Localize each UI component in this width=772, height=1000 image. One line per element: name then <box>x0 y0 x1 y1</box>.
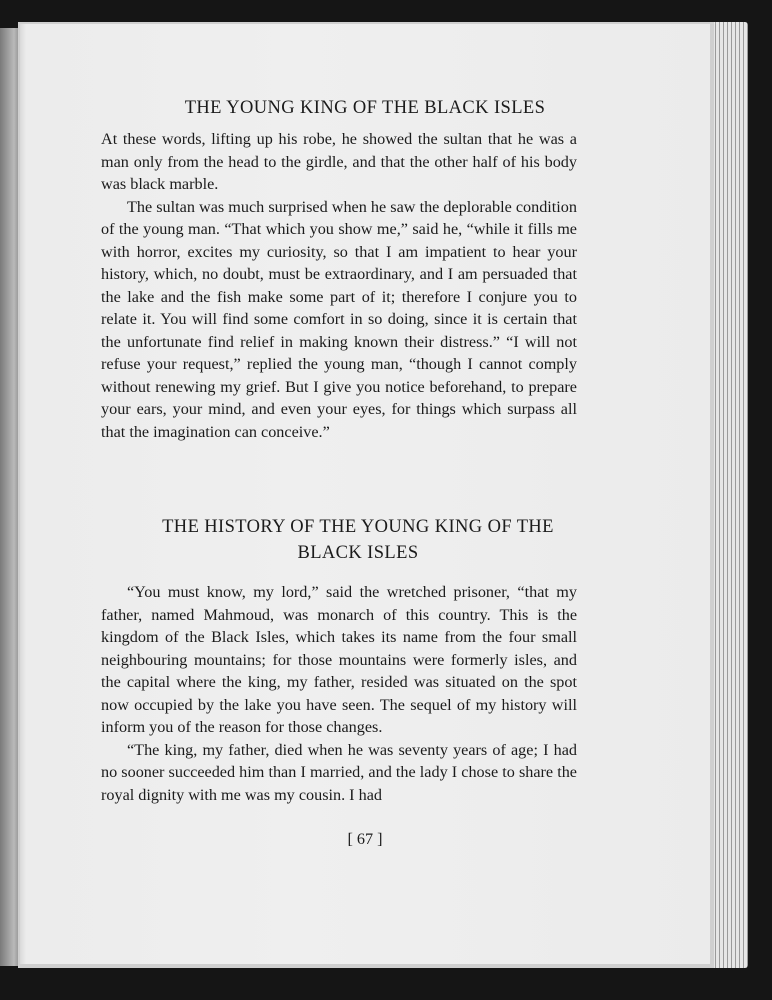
section-title-line: BLACK ISLES <box>297 543 419 563</box>
paragraph: “You must know, my lord,” said the wretched prisoner, “that my father, named Mahmoud, was monarch of this country. This is the kingdom of the Black Isles, which takes its name from the four small neighbouring mountains; for those mountains were formerly isles, and the capital where the king, my father, resided was situated on the spot now occupied by the lake you have seen. The sequel of my history will inform you of the reason for those changes. <box>101 583 577 736</box>
section-title <box>80 514 636 566</box>
page-number: [ 67 ] <box>347 830 383 848</box>
paragraph: The sultan was much surprised when he saw the deplorable condition of the young man. “That which you show me,” said he, “while it fills me with horror, excites my curiosity, so that I am impatient to hear your history, which, no doubt, must be extraordinary, and I am persuaded that the lake and the fish make some part of it; therefore I conjure you to relate it. You will find some comfort in so doing, since it is certain that the unfortunate find relief in making known their distress.” “I will not refuse your request,” replied the young man, “though I cannot comply without renewing my grief. But I give you notice beforehand, to prepare your ears, your mind, and even your eyes, for things which surpass all that the imagination can conceive.” <box>101 197 577 441</box>
paragraph: At these words, lifting up his robe, he showed the sultan that he was a man only from the head to the girdle, and that the other half of his body was black marble. <box>101 130 577 193</box>
section-title-line: THE HISTORY OF THE YOUNG KING OF THE <box>162 517 554 537</box>
book-page <box>20 24 710 964</box>
text-block-bottom <box>101 581 577 806</box>
running-head: THE YOUNG KING OF THE BLACK ISLES <box>184 98 546 118</box>
text-block-top <box>101 128 577 443</box>
paragraph: “The king, my father, died when he was seventy years of age; I had no sooner succeeded him than I married, and the lady I chose to share the royal dignity with me was my cousin. I had <box>101 740 577 804</box>
facing-page-edge <box>0 28 20 966</box>
